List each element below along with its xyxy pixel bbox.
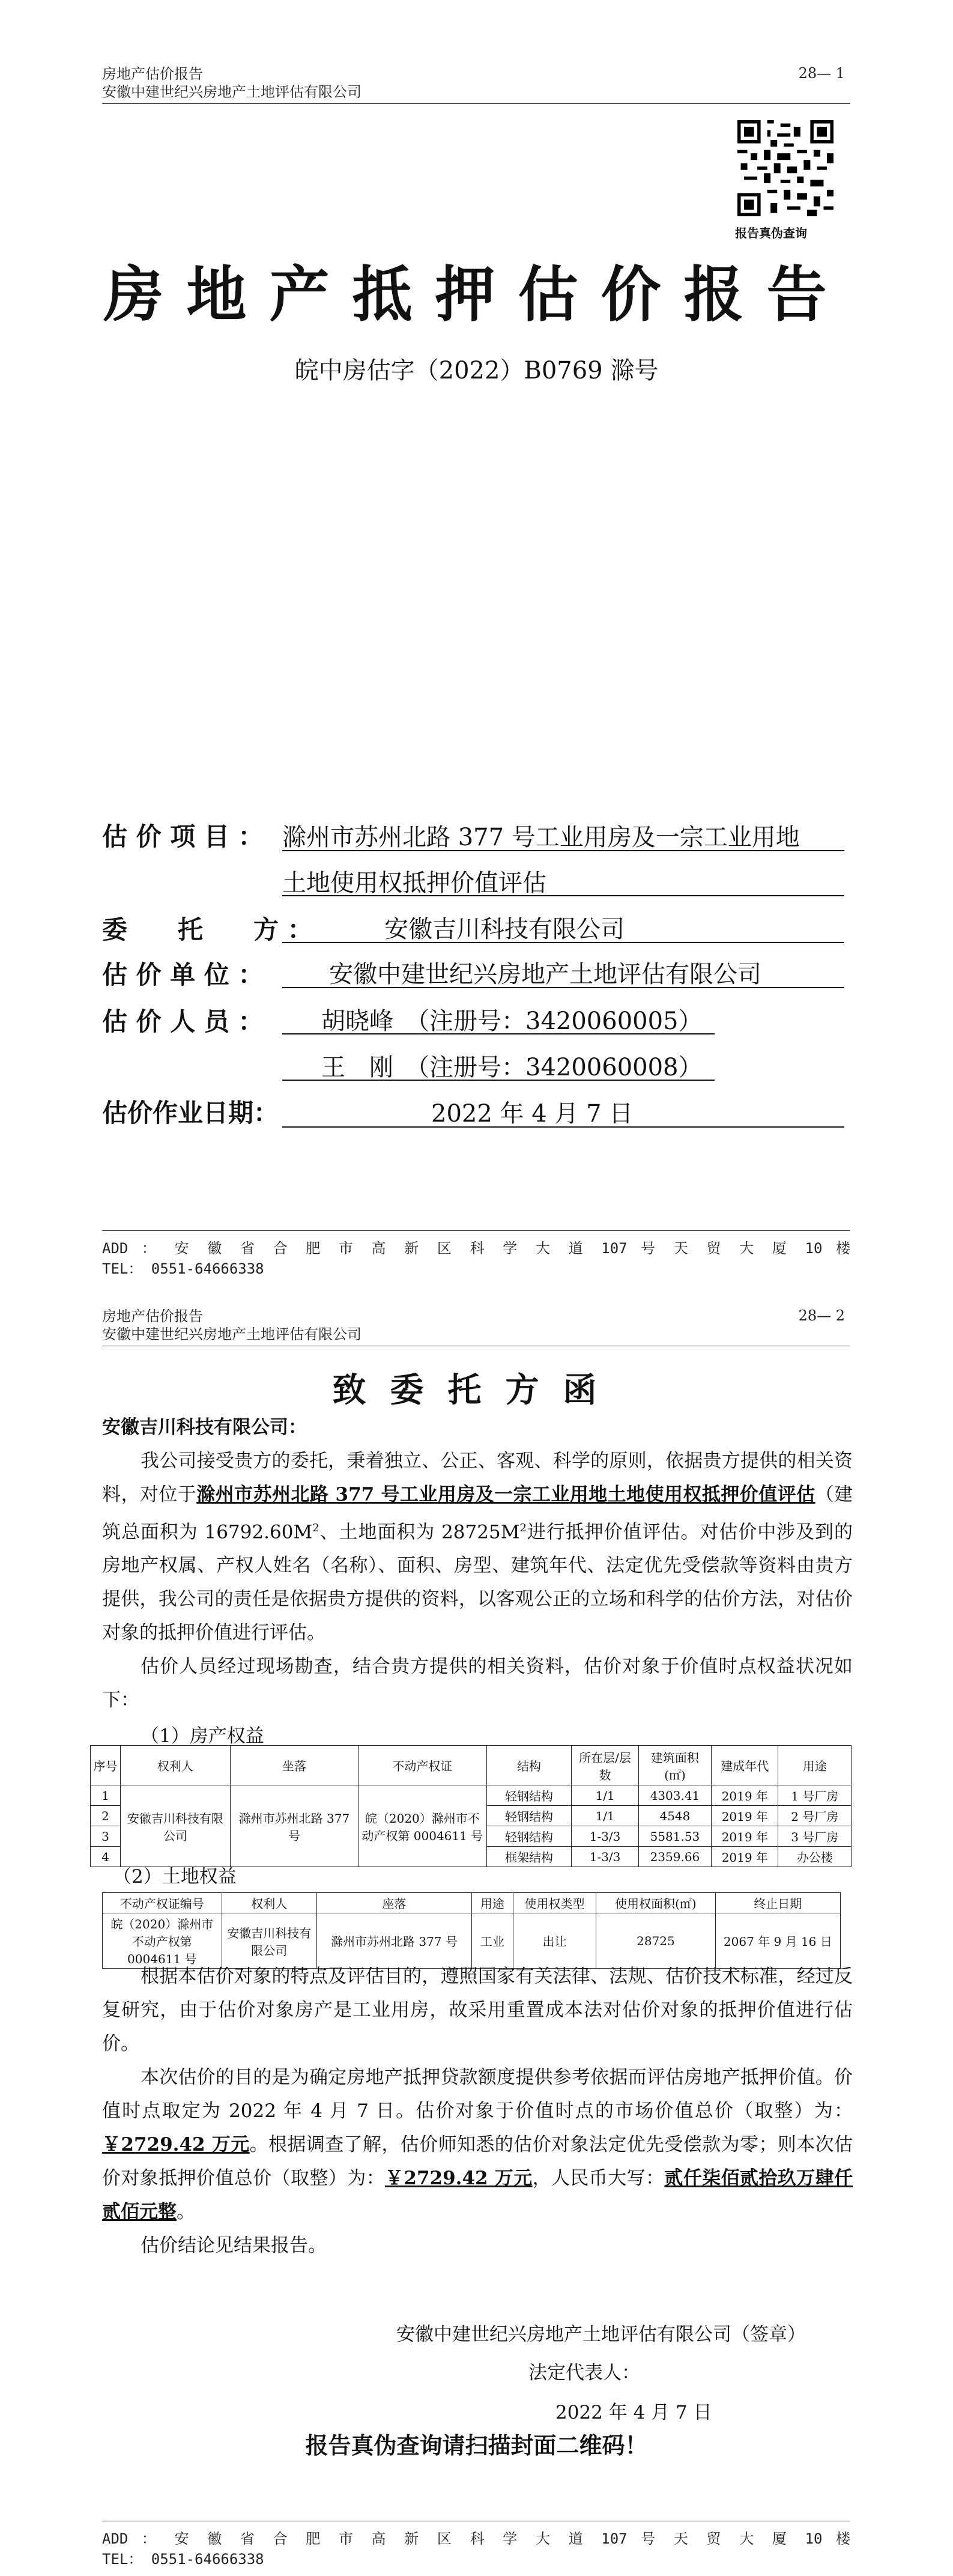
client-label: 委 托 方 ： [102, 915, 313, 944]
valuer-1-underline [282, 1033, 715, 1034]
footer-address: ADD ： 安 徽 省 合 肥 市 高 新 区 科 学 大 道 107 号 天 贸 大 厦 10 楼 [102, 2530, 850, 2547]
date-label: 估价作业日期： [102, 1098, 279, 1128]
footer-address: ADD ： 安 徽 省 合 肥 市 高 新 区 科 学 大 道 107 号 天 贸 大 厦 10 楼 [102, 1240, 850, 1257]
col-header: 序号 [91, 1746, 121, 1785]
table-cell: 2019 年 [712, 1826, 778, 1847]
valuer-2: 王 刚 （注册号：3420060008） [321, 1054, 703, 1081]
table-cell: 皖（2020）滁州市不动产权第 0004611 号 [103, 1913, 222, 1969]
table-cell: 轻钢结构 [486, 1806, 572, 1826]
date-underline [282, 1126, 844, 1128]
unit-underline [282, 987, 844, 988]
market-value: ￥2729.42 万元 [102, 2134, 250, 2155]
table-cell: 2359.66 [638, 1847, 711, 1867]
table-cell: 办公楼 [778, 1847, 852, 1867]
col-header: 权利人 [121, 1746, 231, 1785]
paragraph-2: 估价人员经过现场勘查，结合贵方提供的相关资料，估价对象于价值时点权益状况如下： [102, 1656, 853, 1712]
footer-divider [102, 1230, 850, 1231]
col-header: 用途 [778, 1746, 852, 1785]
table-cell: 2067 年 9 月 16 日 [715, 1913, 840, 1969]
table-cell: 1 [91, 1785, 121, 1806]
table-cell: 5581.53 [638, 1826, 711, 1847]
table-row [91, 1785, 852, 1806]
cover-page [0, 0, 953, 1284]
col-header: 终止日期 [715, 1893, 840, 1913]
footer-phone: TEL： 0551-64666338 [102, 2551, 264, 2568]
table-cell: 4548 [638, 1806, 711, 1826]
table-cell: 1/1 [572, 1806, 638, 1826]
document-number: 皖中房估字（2022）B0769 滁号 [294, 357, 659, 384]
signature-company: 安徽中建世纪兴房地产土地评估有限公司（签章） [396, 2324, 806, 2345]
table-cell: 滁州市苏州北路 377 号 [316, 1913, 471, 1969]
table-cell: 3 号厂房 [778, 1826, 852, 1847]
project-line1: 滁州市苏州北路 377 号工业用房及一宗工业用地 [282, 824, 800, 851]
valuer-1: 胡晓峰 （注册号：3420060005） [321, 1007, 703, 1035]
col-header: 权利人 [222, 1893, 316, 1913]
project-line2: 土地使用权抵押价值评估 [282, 869, 546, 897]
col-header: 不动产权证 [359, 1746, 486, 1785]
paragraph-3: 根据本估价对象的特点及评估目的，遵照国家有关法律、法规、估价技术标准，经过反复研究，由于估价对象房产是工业用房，故采用重置成本法对估价对象的抵押价值进行估价。 [102, 1966, 853, 2055]
client-name: 安徽吉川科技有限公司 [384, 916, 625, 943]
letter-body-2 [102, 1960, 853, 2262]
col-header: 座落 [316, 1893, 471, 1913]
table-cell: 安徽吉川科技有限公司 [222, 1913, 316, 1969]
table-cell: 2019 年 [712, 1847, 778, 1867]
owner-cell: 安徽吉川科技有限公司 [121, 1785, 231, 1867]
table-cell: 2019 年 [712, 1806, 778, 1826]
paragraph-5: 估价结论见结果报告。 [141, 2235, 327, 2256]
table-cell: 工业 [471, 1913, 513, 1969]
valuer-2-underline [282, 1080, 715, 1081]
table-cell: 3 [91, 1826, 121, 1847]
paragraph-1: 我公司接受贵方的委托，秉着独立、公正、客观、科学的原则，依据贵方提供的相关资料，对位于滁州市苏州北路 377 号工业用房及一宗工业用地土地使用权抵押价值评估（建筑总面积为 $16792.60M^2$、土地面积为 $28725M^2$进行抵押价值评估。对估价中涉及到的房地产权属、产权人姓名（名称）、面积、房型、建筑年代、法定优先受偿款等资料由贵方提供，我公司的责任是依据贵方提供的资料，以客观公正的立场和科学的估价方法，对估价对象的抵押价值进行评估。 [102, 1450, 853, 1644]
header-company: 安徽中建世纪兴房地产土地评估有限公司 [102, 1326, 362, 1343]
table-cell: 出让 [513, 1913, 596, 1969]
footer-phone: TEL： 0551-64666338 [102, 1260, 264, 1277]
qr-code[interactable] [737, 120, 833, 216]
unit-label: 估 价 单 位 ： [102, 960, 264, 989]
property-rights-table [90, 1745, 852, 1867]
table2-caption: （2）土地权益 [113, 1866, 237, 1888]
table-cell: 1-3/3 [572, 1826, 638, 1847]
table-cell: 4 [91, 1847, 121, 1867]
header-title: 房地产估价报告 [102, 1308, 203, 1325]
table-cell: 2 [91, 1806, 121, 1826]
table1-caption: （1）房产权益 [141, 1725, 264, 1748]
col-header: 不动产权证编号 [103, 1893, 222, 1913]
header-title: 房地产估价报告 [102, 65, 203, 82]
client-underline [282, 942, 844, 943]
col-header: 结构 [486, 1746, 572, 1785]
col-header: 使用权面积(㎡) [596, 1893, 715, 1913]
table-cell: 1-3/3 [572, 1847, 638, 1867]
salutation: 安徽吉川科技有限公司： [102, 1417, 307, 1438]
qr-caption: 报告真伪查询 [735, 226, 807, 240]
location-cell: 滁州市苏州北路 377 号 [230, 1785, 358, 1867]
signature-representative: 法定代表人： [528, 2362, 640, 2384]
letter-body-1 [102, 1411, 853, 1753]
value-in-words: 贰仟柒佰贰拾玖万肆仟贰佰元整 [102, 2167, 853, 2223]
table-cell: 轻钢结构 [486, 1785, 572, 1806]
unit-name: 安徽中建世纪兴房地产土地评估有限公司 [329, 961, 761, 988]
table-cell: 2 号厂房 [778, 1806, 852, 1826]
table-cell: 4303.41 [638, 1785, 711, 1806]
table-cell: 2019 年 [712, 1785, 778, 1806]
header-divider [102, 103, 850, 104]
page-number: 28— 2 [798, 1307, 845, 1324]
verification-notice: 报告真伪查询请扫描封面二维码！ [305, 2432, 648, 2459]
letter-title: 致委托方函 [332, 1370, 621, 1410]
col-header: 建筑面积(㎡) [638, 1746, 711, 1785]
col-header: 用途 [471, 1893, 513, 1913]
header-company: 安徽中建世纪兴房地产土地评估有限公司 [102, 84, 362, 100]
page-number: 28— 1 [798, 65, 845, 82]
work-date: 2022 年 4 月 7 日 [431, 1100, 634, 1128]
col-header: 建成年代 [712, 1746, 778, 1785]
col-header: 坐落 [230, 1746, 358, 1785]
table-cell: 1 号厂房 [778, 1785, 852, 1806]
valuer-label: 估 价 人 员 ： [102, 1007, 264, 1036]
col-header: 使用权类型 [513, 1893, 596, 1913]
col-header: 所在层/层数 [572, 1746, 638, 1785]
project-underline-1 [282, 850, 844, 851]
project-label: 估 价 项 目 ： [102, 822, 264, 851]
paragraph-4: 本次估价的目的是为确定房地产抵押贷款额度提供参考依据而评估房地产抵押价值。价值时点取定为 2022 年 4 月 7 日。估价对象于价值时点的市场价值总价（取整）为：￥2729.42 万元。根据调查了解，估价师知悉的估价对象法定优先受偿款为零；则本次估价对象抵押价值总价（取整）为：￥2729.42 万元，人民币大写：贰仟柒佰贰拾玖万肆仟贰佰元整。 [102, 2067, 853, 2223]
mortgage-value: ￥2729.42 万元 [385, 2167, 533, 2189]
signature-date: 2022 年 4 月 7 日 [555, 2402, 712, 2423]
project-underline-2 [282, 895, 844, 896]
table-cell: 28725 [596, 1913, 715, 1969]
table-cell: 轻钢结构 [486, 1826, 572, 1847]
cert-cell: 皖（2020）滁州市不动产权第 0004611 号 [359, 1785, 486, 1867]
table-cell: 框架结构 [486, 1847, 572, 1867]
land-rights-table [102, 1892, 841, 1969]
report-title: 房地产抵押估价报告 [103, 259, 850, 330]
table-cell: 1/1 [572, 1785, 638, 1806]
project-highlight: 滁州市苏州北路 377 号工业用房及一宗工业用地土地使用权抵押价值评估 [196, 1484, 815, 1505]
